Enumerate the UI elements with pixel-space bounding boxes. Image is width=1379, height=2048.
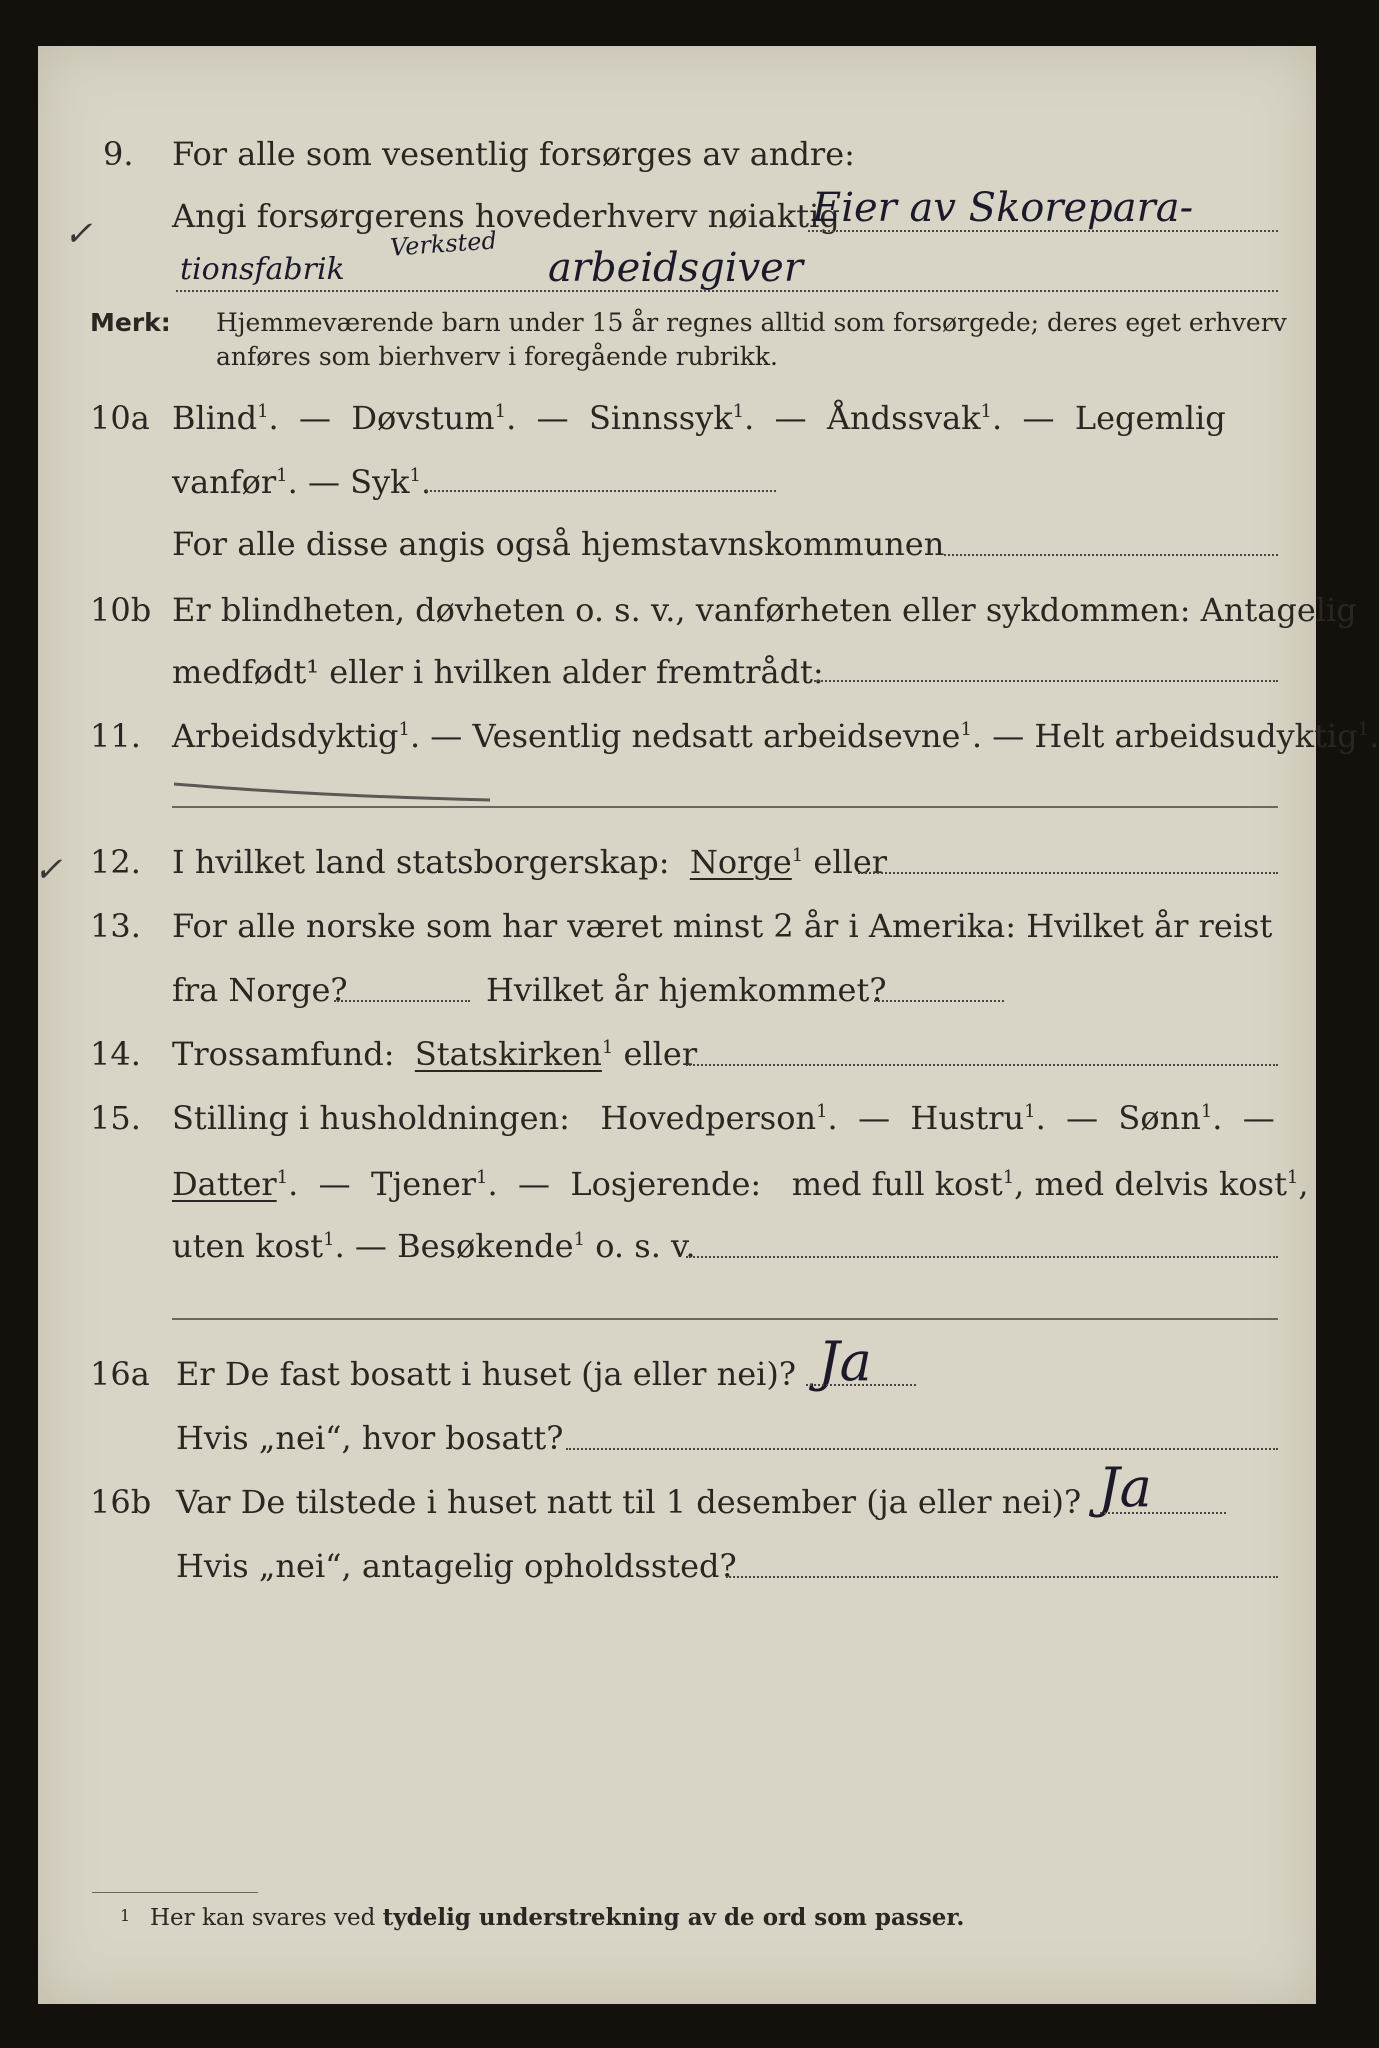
q13-number: 13.: [90, 907, 141, 945]
q16a-bosatt-line: [566, 1448, 1278, 1450]
q9-answer-part2: tionsfabrik: [180, 252, 345, 287]
q14-answer-line: [686, 1064, 1278, 1066]
footnote-mark: 1: [120, 1906, 131, 1925]
q10a-option-legemlig: Legemlig: [1074, 399, 1226, 437]
q10b-number: 10b: [90, 591, 152, 629]
q14-line: Trossamfund: Statskirken$^1$ eller: [172, 1035, 698, 1073]
q10a-line3: For alle disse angis også hjemstavnskommunen: [172, 525, 945, 563]
q10a-option-andssvak: Åndssvak: [826, 399, 981, 437]
q13-line2b: Hvilket år hjemkommet?: [486, 971, 887, 1009]
q15-option-full-kost: med full kost: [791, 1165, 1003, 1203]
q10b-answer-line: [814, 680, 1278, 682]
q9-answer-line1: [808, 230, 1278, 232]
q14-option-statskirken: Statskirken: [414, 1035, 602, 1073]
q15-line1: Stilling i husholdningen: Hovedperson$^1$. — Hustru$^1$. — Sønn$^1$. —: [172, 1099, 1275, 1137]
q15-osv: o. s. v.: [595, 1227, 696, 1265]
q11-option-udyktig: Helt arbeidsudyktig: [1034, 717, 1358, 755]
merk-line2: anføres som bierhverv i foregående rubrikk.: [216, 342, 778, 371]
q11-option-nedsatt: Vesentlig nedsatt arbeidsevne: [472, 717, 961, 755]
q12-text: I hvilket land statsborgerskap:: [172, 843, 670, 881]
q16a-answer-line: [806, 1384, 916, 1386]
q13-reist-line: [334, 1000, 470, 1002]
q10a-option-dovstum: Døvstum: [351, 399, 495, 437]
q12-option-norge: Norge: [689, 843, 792, 881]
q12-number: 12.: [90, 843, 141, 881]
merk-line1: Hjemmeværende barn under 15 år regnes alltid som forsørgede; deres eget erhverv: [216, 308, 1287, 337]
footnote-rule: [92, 1892, 258, 1893]
footnote-text-bold: tydelig understrekning av de ord som passer.: [382, 1904, 965, 1931]
q10a-hjemstavn-line: [944, 554, 1278, 556]
q16b-line2: Hvis „nei“, antagelig opholdssted?: [176, 1547, 737, 1585]
q9-answer-part3: arbeidsgiver: [548, 245, 803, 291]
q10a-option-syk: Syk: [350, 463, 410, 501]
q10a-number: 10a: [90, 399, 150, 437]
q12-line: I hvilket land statsborgerskap: Norge$^1$ eller: [172, 843, 888, 881]
q13-line2a: fra Norge?: [172, 971, 348, 1009]
q15-option-delvis-kost: med delvis kost: [1034, 1165, 1287, 1203]
q13-line1: For alle norske som har været minst 2 år i Amerika: Hvilket år reist: [172, 907, 1273, 945]
q15-option-hustru: Hustru: [910, 1099, 1025, 1137]
q16b-opholdssted-line: [726, 1576, 1278, 1578]
q16b-line1: Var De tilstede i huset natt til 1 desember (ja eller nei)?: [176, 1483, 1082, 1521]
q9-answer-part1: Eier av Skorepara-: [812, 185, 1194, 231]
q9-number: 9.: [103, 135, 134, 173]
q15-answer-line1: [686, 1256, 1278, 1258]
q15-option-besokende: Besøkende: [397, 1227, 574, 1265]
q12-eller: eller: [813, 843, 888, 881]
q15-losjerende: Losjerende:: [570, 1165, 762, 1203]
footnote-text-plain: Her kan svares ved: [150, 1905, 376, 1931]
q10a-line2: vanfør$^1$. — Syk$^1$.: [172, 463, 432, 501]
q10a-line1: Blind$^1$. — Døvstum$^1$. — Sinnssyk$^1$. — Åndssvak$^1$. — Legemlig: [172, 399, 1226, 437]
q16b-number: 16b: [90, 1483, 152, 1521]
q9-line1: For alle som vesentlig forsørges av andre:: [172, 135, 855, 173]
q14-eller: eller: [623, 1035, 698, 1073]
check-mark-q9: ✓: [64, 214, 93, 254]
q11-answer-line: [172, 806, 1278, 808]
q12-answer-line: [858, 872, 1278, 874]
q15-answer-line2: [172, 1318, 1278, 1320]
q11-option-arbeidsdyktig: Arbeidsdyktig: [172, 717, 399, 755]
q14-number: 14.: [90, 1035, 141, 1073]
footnote-text: [150, 1904, 964, 1931]
q10a-option-blind: Blind: [172, 399, 258, 437]
q15-text: Stilling i husholdningen:: [172, 1099, 570, 1137]
check-mark-q12: ✓: [34, 850, 63, 890]
q9-answer-overwrite: Verksted: [389, 226, 498, 262]
q15-line3: uten kost$^1$. — Besøkende$^1$ o. s. v.: [172, 1227, 696, 1265]
q15-option-hovedperson: Hovedperson: [600, 1099, 817, 1137]
q15-option-tjener: Tjener: [371, 1165, 477, 1203]
q9-answer-line2: [176, 290, 1278, 292]
q10a-syk-line: [426, 490, 776, 492]
q9-line2: Angi forsørgerens hovederhverv nøiaktig: [172, 197, 840, 235]
q13-hjemkommet-line: [874, 1000, 1004, 1002]
q10b-line1: Er blindheten, døvheten o. s. v., vanførheten eller sykdommen: Antagelig: [172, 591, 1357, 629]
q16a-line2: Hvis „nei“, hvor bosatt?: [176, 1419, 564, 1457]
q11-line1: Arbeidsdyktig$^1$. — Vesentlig nedsatt arbeidsevne$^1$. — Helt arbeidsudyktig$^1$.: [172, 717, 1379, 755]
q11-number: 11.: [90, 717, 141, 755]
q16a-line1: Er De fast bosatt i huset (ja eller nei)?: [176, 1355, 797, 1393]
q16a-answer: Ja: [818, 1330, 872, 1393]
q10b-line2: medfødt¹ eller i hvilken alder fremtrådt:: [172, 653, 824, 691]
merk-label: Merk:: [90, 308, 171, 337]
q16a-number: 16a: [90, 1355, 150, 1393]
q11-pencil-stroke: [170, 776, 500, 806]
q15-line2: Datter$^1$. — Tjener$^1$. — Losjerende: med full kost$^1$, med delvis kost$^1$,: [172, 1165, 1309, 1203]
q16b-answer-line: [1100, 1512, 1226, 1514]
q10a-option-sinnssyk: Sinnssyk: [588, 399, 733, 437]
q14-text: Trossamfund:: [172, 1035, 395, 1073]
q15-option-uten-kost: uten kost: [172, 1227, 324, 1265]
q16b-answer: Ja: [1098, 1456, 1152, 1519]
q15-option-datter: Datter: [172, 1165, 277, 1203]
q15-number: 15.: [90, 1099, 141, 1137]
q10a-option-vanfor: vanfør: [172, 463, 277, 501]
q15-option-sonn: Sønn: [1118, 1099, 1201, 1137]
